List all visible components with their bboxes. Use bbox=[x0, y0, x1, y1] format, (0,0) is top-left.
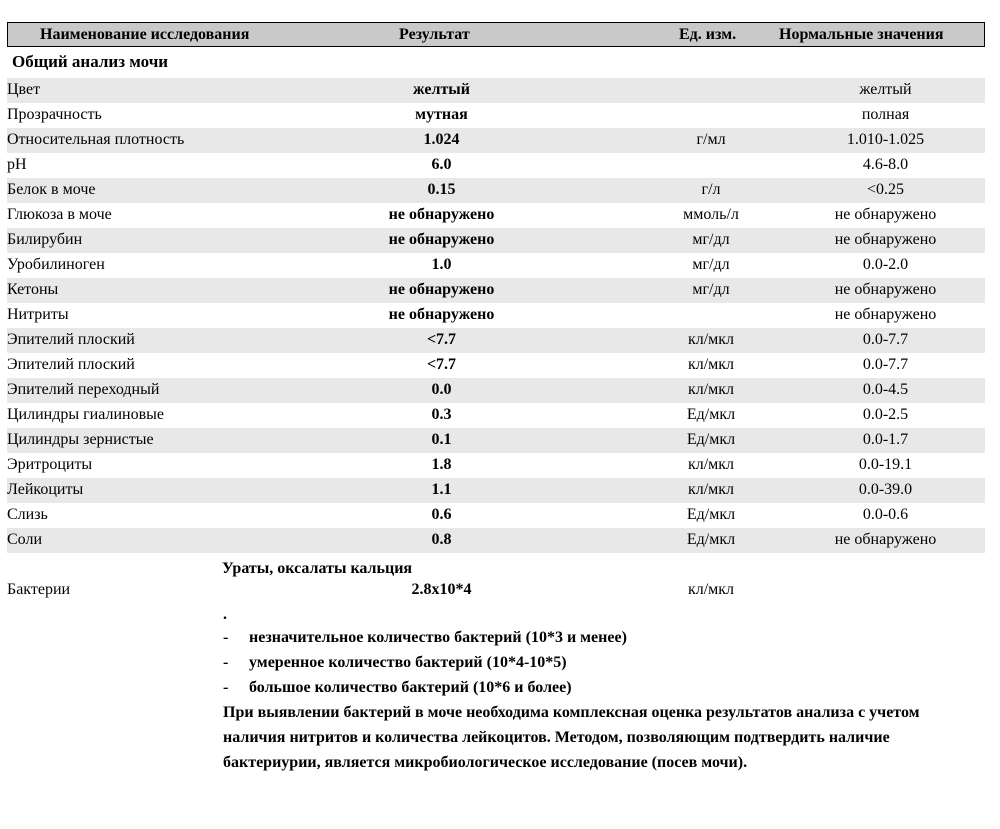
row-unit: Ед/мкл bbox=[686, 506, 736, 523]
row-norm: 4.6-8.0 bbox=[862, 156, 909, 173]
row-norm: не обнаружено bbox=[834, 206, 937, 223]
row-norm: 0.0-4.5 bbox=[862, 381, 909, 398]
row-unit: Ед/мкл bbox=[686, 406, 736, 423]
header-norm: Нормальные значения bbox=[779, 26, 944, 43]
table-row bbox=[7, 128, 985, 153]
bullet-text: незначительное количество бактерий (10*3 и менее) bbox=[249, 629, 627, 646]
row-result: 1.1 bbox=[431, 481, 452, 498]
row-norm: 0.0-2.5 bbox=[862, 406, 909, 423]
row-unit: Ед/мкл bbox=[686, 431, 736, 448]
row-unit: кл/мкл bbox=[687, 581, 735, 598]
row-name: Цилиндры зернистые bbox=[7, 431, 154, 448]
row-unit: г/л bbox=[701, 181, 721, 198]
row-name: Прозрачность bbox=[7, 106, 102, 123]
row-unit: кл/мкл bbox=[687, 456, 735, 473]
row-unit: кл/мкл bbox=[687, 331, 735, 348]
row-name: pH bbox=[7, 156, 27, 173]
bullet-dash: - bbox=[223, 654, 229, 671]
row-norm: <0.25 bbox=[866, 181, 905, 198]
table-row bbox=[7, 303, 985, 328]
notes-bullet bbox=[223, 625, 983, 650]
row-result: не обнаружено bbox=[388, 231, 495, 248]
row-name: Цвет bbox=[7, 81, 41, 98]
row-name: Эпителий переходный bbox=[7, 381, 160, 398]
bullet-text: умеренное количество бактерий (10*4-10*5) bbox=[249, 654, 567, 671]
row-result: желтый bbox=[412, 81, 471, 98]
table-header bbox=[7, 22, 985, 47]
row-norm: 0.0-0.6 bbox=[862, 506, 909, 523]
table-row bbox=[7, 228, 985, 253]
row-result: 2.8x10*4 bbox=[411, 581, 472, 598]
row-result: 0.15 bbox=[427, 181, 456, 198]
row-result: <7.7 bbox=[426, 356, 457, 373]
notes-bullet bbox=[223, 675, 983, 700]
row-result: 1.024 bbox=[423, 131, 460, 148]
table-row bbox=[7, 478, 985, 503]
salts-note: Ураты, оксалаты кальция bbox=[222, 560, 413, 577]
bullet-dash: - bbox=[223, 629, 229, 646]
row-result: 0.1 bbox=[431, 431, 452, 448]
row-unit: мг/дл bbox=[692, 231, 730, 248]
row-result: <7.7 bbox=[426, 331, 457, 348]
row-name: Цилиндры гиалиновые bbox=[7, 406, 164, 423]
row-name: Билирубин bbox=[7, 231, 83, 248]
row-norm: 0.0-7.7 bbox=[862, 356, 909, 373]
row-unit: г/мл bbox=[696, 131, 726, 148]
row-norm: желтый bbox=[859, 81, 912, 98]
row-name: Белок в моче bbox=[7, 181, 96, 198]
table-row bbox=[7, 528, 985, 553]
row-result: 1.8 bbox=[431, 456, 452, 473]
row-result: 1.0 bbox=[431, 256, 452, 273]
row-norm: 0.0-7.7 bbox=[862, 331, 909, 348]
row-name: Нитриты bbox=[7, 306, 69, 323]
section-title: Общий анализ мочи bbox=[12, 52, 169, 71]
notes-paragraph: При выявлении бактерий в моче необходима комплексная оценка результатов анализа с учетом наличия нитритов и количества лейкоцитов. Методом, позволяющим подтвердить наличие бактериурии, является микробиологическое исследование (посев мочи). bbox=[223, 704, 920, 771]
row-result: не обнаружено bbox=[388, 206, 495, 223]
bullet-dash: - bbox=[223, 679, 229, 696]
row-result: 0.3 bbox=[431, 406, 452, 423]
table-row-bacteria bbox=[7, 578, 985, 603]
row-name: Эритроциты bbox=[7, 456, 93, 473]
table-row bbox=[7, 203, 985, 228]
row-name: Эпителий плоский bbox=[7, 331, 135, 348]
table-row bbox=[7, 78, 985, 103]
table-row bbox=[7, 253, 985, 278]
table-row bbox=[7, 503, 985, 528]
bullet-text: большое количество бактерий (10*6 и более) bbox=[249, 679, 572, 696]
row-norm: 0.0-19.1 bbox=[858, 456, 913, 473]
table-row bbox=[7, 103, 985, 128]
row-result: не обнаружено bbox=[388, 306, 495, 323]
row-unit: Ед/мкл bbox=[686, 531, 736, 548]
notes-bullet bbox=[223, 650, 983, 675]
table-row bbox=[7, 153, 985, 178]
row-norm: 0.0-2.0 bbox=[862, 256, 909, 273]
row-unit: кл/мкл bbox=[687, 356, 735, 373]
row-result: не обнаружено bbox=[388, 281, 495, 298]
table-row bbox=[7, 378, 985, 403]
row-norm: 0.0-1.7 bbox=[862, 431, 909, 448]
row-unit: мг/дл bbox=[692, 281, 730, 298]
row-result: 0.8 bbox=[431, 531, 452, 548]
row-name: Лейкоциты bbox=[7, 481, 84, 498]
row-norm: 1.010-1.025 bbox=[846, 131, 925, 148]
row-unit: кл/мкл bbox=[687, 381, 735, 398]
header-result: Результат bbox=[399, 26, 470, 43]
row-name: Уробилиноген bbox=[7, 256, 105, 273]
table-row bbox=[7, 403, 985, 428]
row-result: 0.6 bbox=[431, 506, 452, 523]
row-name: Кетоны bbox=[7, 281, 59, 298]
row-norm: 0.0-39.0 bbox=[858, 481, 913, 498]
table-row bbox=[7, 428, 985, 453]
row-result: 0.0 bbox=[431, 381, 452, 398]
header-name: Наименование исследования bbox=[40, 26, 250, 43]
bacteria-notes bbox=[223, 605, 983, 775]
notes-dot: . bbox=[223, 606, 227, 623]
row-result: мутная bbox=[415, 106, 468, 123]
header-unit: Ед. изм. bbox=[679, 26, 737, 43]
table-row bbox=[7, 178, 985, 203]
table-row bbox=[7, 328, 985, 353]
table-row bbox=[7, 278, 985, 303]
row-norm: не обнаружено bbox=[834, 531, 937, 548]
row-norm: не обнаружено bbox=[834, 281, 937, 298]
row-unit: кл/мкл bbox=[687, 481, 735, 498]
row-name: Эпителий плоский bbox=[7, 356, 135, 373]
row-norm: полная bbox=[861, 106, 910, 123]
table-row bbox=[7, 353, 985, 378]
row-norm: не обнаружено bbox=[834, 306, 937, 323]
row-name: Слизь bbox=[7, 506, 48, 523]
row-name: Соли bbox=[7, 531, 43, 548]
row-name: Бактерии bbox=[7, 581, 71, 598]
row-name: Относительная плотность bbox=[7, 131, 185, 148]
row-unit: мг/дл bbox=[692, 256, 730, 273]
row-norm: не обнаружено bbox=[834, 231, 937, 248]
row-unit: ммоль/л bbox=[683, 206, 739, 223]
table-row bbox=[7, 453, 985, 478]
row-name: Глюкоза в моче bbox=[7, 206, 112, 223]
row-result: 6.0 bbox=[431, 156, 452, 173]
